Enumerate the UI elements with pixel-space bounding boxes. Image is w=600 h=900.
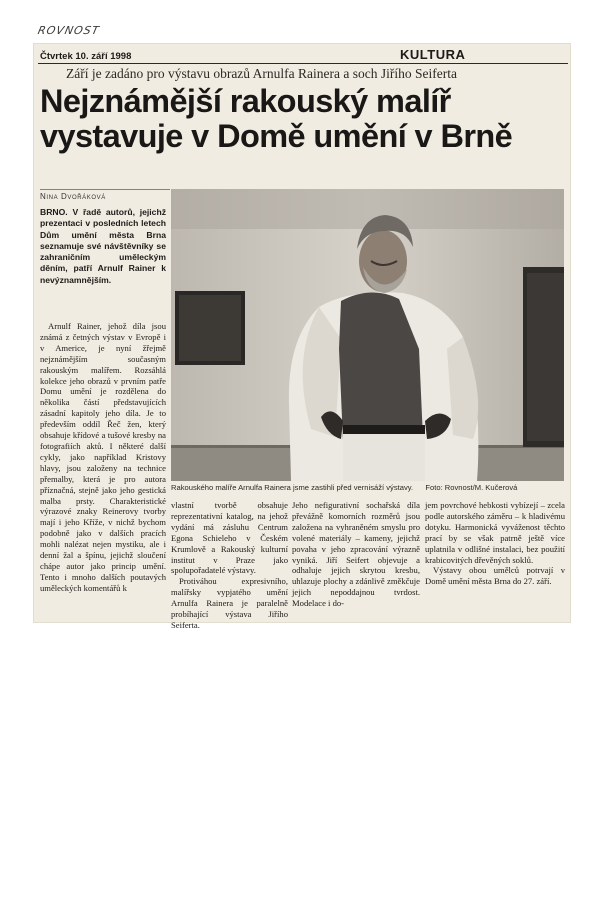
column-4-paragraph-2: Výstavy obou umělců potrvají v Domě umění města Brna do 27. září. xyxy=(425,565,565,587)
issue-date: Čtvrtek 10. září 1998 xyxy=(40,51,132,62)
photo-credit: Foto: Rovnost/M. Kučerová xyxy=(425,483,518,492)
column-2-paragraph-1: vlastní tvorbě obsahuje reprezentativní katalog, na jehož vydání má zásluhu Centrum Egona Schieleho v Českém Krumlově a Rakouský kulturní institut v Praze jako spolupořadatelé výstavy. xyxy=(171,500,288,576)
article-headline xyxy=(40,84,570,154)
column-2-paragraph-2: Protiváhou expresivního, malířsky vypjatého umění Arnulfa Rainera je paralelně probíhající výstava Jiřího Seiferta. xyxy=(171,576,288,630)
section-label: KULTURA xyxy=(400,47,466,62)
article-column-3 xyxy=(292,500,420,609)
author-rule xyxy=(40,189,170,190)
article-column-1 xyxy=(40,321,166,594)
article-lead: BRNO. V řadě autorů, jejichž prezentaci v posledních letech Dům umění města Brna seznamuje své návštěvníky se zahraničním uměleckým děním, patří Arnulf Rainer k nevýznamnějším. xyxy=(40,207,166,285)
photo-caption xyxy=(171,483,566,492)
headline-line-2: vystavuje v Domě umění v Brně xyxy=(40,118,513,154)
handwritten-annotation: ROVNOST xyxy=(36,24,101,37)
photo-illustration xyxy=(171,189,564,481)
article-photo xyxy=(171,189,564,481)
article-column-2 xyxy=(171,500,288,631)
article-author: Nina Dvořáková xyxy=(40,192,106,201)
header-rule xyxy=(38,63,568,64)
column-3-paragraph: Jeho nefigurativní sochařská díla převážně komorních rozměrů jsou založena na vyhraněném smyslu pro volené materiály – kameny, jejichž povaha v jeho zpracování výrazně vyniká. Jiří Seifert objevuje a odhaluje jejich skrytou kresbu, uhlazuje plochy a zdánlivě změkčuje jejich nepoddajnou tvrdost. Modelace i do- xyxy=(292,500,420,609)
column-1-paragraph: Arnulf Rainer, jehož díla jsou známá z četných výstav v Evropě i v Americe, je nyní žřejmě nejznámějším současným rakouským malířem. Rozsáhlá kolekce jeho obrazů v prvním patře Domu umění je rozdělena do několika částí představujících zásadní kapitoly jeho díla. Je to především oddíl Řeč žen, který obsahuje křídové a tušové kresby na fotografiích aktů. I některé další cykly, jako například Kristovy hlavy, jsou založeny na technice přemalby, která je pro autora příznačná, stejně jako jeho gestická malba prsty. Charakteristické výrazové znaky Reinerovy tvorby mají i jeho Kříže, v nichž bychom podobně jako v dalších pracích mohli nalézat nejen mystiku, ale i denní žal a špínu, jejichž sloučení chápe autor jako princip umění. Tento i mnoho dalších poutavých uměleckých komentářů k xyxy=(40,321,166,593)
headline-line-1: Nejznámější rakouský malíř xyxy=(40,83,451,119)
photo-caption-text: Rakouského malíře Arnulfa Rainera jsme zastihli před vernisáží výstavy. xyxy=(171,483,414,492)
man-belt xyxy=(343,425,425,434)
article-column-4 xyxy=(425,500,565,587)
article-subtitle: Září je zadáno pro výstavu obrazů Arnulfa Rainera a soch Jiřího Seiferta xyxy=(66,66,457,81)
column-4-paragraph-1: jem povrchové hebkosti vybízejí – zcela podle autorského záměru – k hladivému dotyku. Harmonická vyváženost těchto prací by se však patrně ještě více uplatnila v odlišné instalaci, bez použití krabicovitých dřevěných soklů. xyxy=(425,500,565,565)
